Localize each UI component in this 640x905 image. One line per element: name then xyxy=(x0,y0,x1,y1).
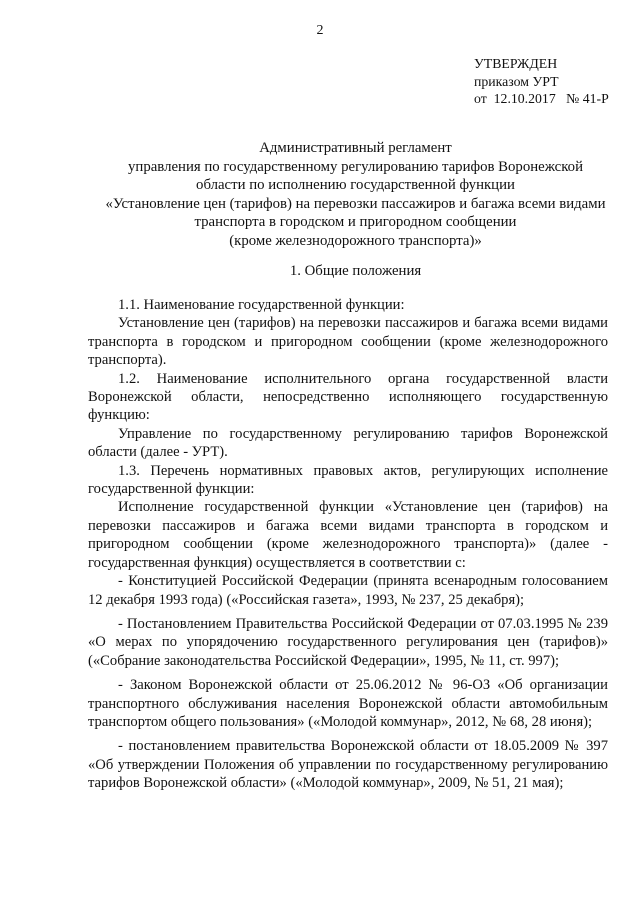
paragraph-execution-basis: Исполнение государственной функции «Установление цен (тарифов) на перевозки пассажиров и багажа всеми видами транспорта в городском и пригородном сообщении (кроме железнодорожного транспорта)» (далее - государственная функция) осуществляется в соответствии с: xyxy=(88,499,608,571)
title-line-1: Административный регламент xyxy=(259,140,452,156)
approval-order: приказом УРТ xyxy=(474,73,559,89)
section-heading: 1. Общие положения xyxy=(289,263,422,279)
paragraph-1-1: 1.1. Наименование государственной функции: xyxy=(118,297,405,313)
page-number: 2 xyxy=(316,23,324,38)
title-line-2: управления по государственному регулированию тарифов Воронежской xyxy=(128,158,583,175)
document-title xyxy=(88,139,623,251)
title-line-6: (кроме железнодорожного транспорта)» xyxy=(229,232,482,249)
title-line-4: «Установление цен (тарифов) на перевозки пассажиров и багажа всеми видами xyxy=(105,195,606,212)
list-item-regional-decree: - постановлением правительства Воронежской области от 18.05.2009 № 397 «Об утверждении Положения об управлении по государственному регулированию тарифов Воронежской области» («Молодой коммунар», 2009, № 51, 21 мая); xyxy=(88,738,608,792)
paragraph-executive-body: Управление по государственному регулированию тарифов Воронежской области (далее - УРТ). xyxy=(88,425,608,461)
body-text xyxy=(88,290,608,793)
list-item-government-decree: - Постановлением Правительства Российской Федерации от 07.03.1995 № 239 «О мерах по упорядочению государственного регулирования цен (тарифов)» («Собрание законодательства Российской Федерации», 1995, № 11, ст. 997); xyxy=(88,615,608,669)
list-item-regional-law: - Законом Воронежской области от 25.06.2012 № 96-ОЗ «Об организации транспортного обслуживания населения Воронежской области автомобильным транспортом общего пользования» («Молодой коммунар», 2012, № 68, 28 июня); xyxy=(88,677,608,730)
approval-stamp xyxy=(474,55,634,108)
list-item-constitution: - Конституцией Российской Федерации (принята всенародным голосованием 12 декабря 1993 года) («Российская газета», 1993, № 237, 25 декабря); xyxy=(88,573,608,608)
paragraph-1-2: 1.2. Наименование исполнительного органа государственной власти Воронежской области, непосредственно исполняющего государственную функцию: xyxy=(88,370,608,424)
approval-title: УТВЕРЖДЕН xyxy=(474,56,558,71)
title-line-3: области по исполнению государственной функции xyxy=(196,177,515,194)
paragraph-1-3: 1.3. Перечень нормативных правовых актов, регулирующих исполнение государственной функции: xyxy=(88,462,608,498)
paragraph-function-name: Установление цен (тарифов) на перевозки пассажиров и багажа всеми видами транспорта в городском и пригородном сообщении (кроме железнодорожного транспорта). xyxy=(88,315,608,369)
title-line-5: транспорта в городском и пригородном сообщении xyxy=(194,214,517,231)
approval-date-number: от 12.10.2017 № 41-Р xyxy=(474,91,609,106)
